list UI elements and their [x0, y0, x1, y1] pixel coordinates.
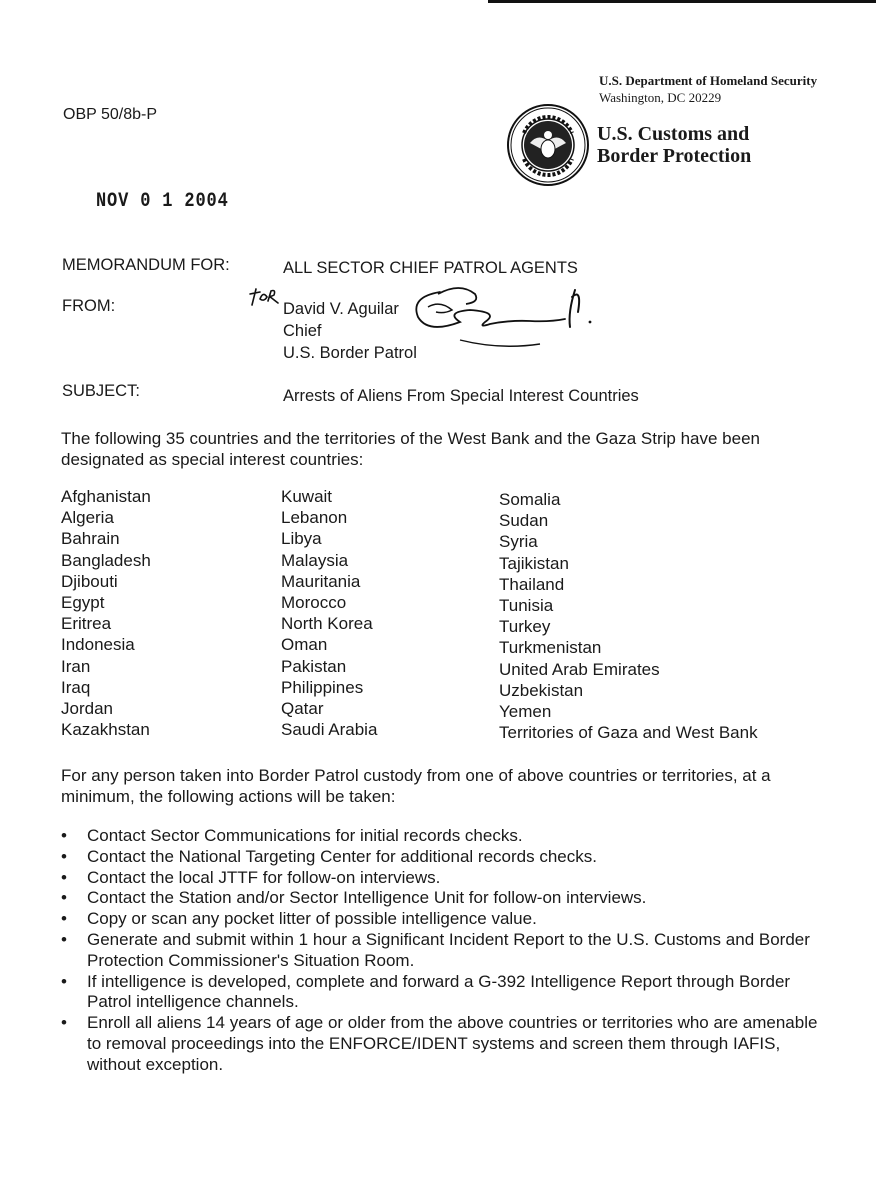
country-item: Uzbekistan: [499, 680, 584, 700]
intro-paragraph: The following 35 countries and the territories of the West Bank and the Gaza Strip have been designated as special interest countries:: [61, 429, 760, 469]
country-item: Yemen: [499, 702, 552, 722]
department-name: U.S. Department of Homeland Security: [599, 73, 818, 88]
country-item: Thailand: [499, 574, 565, 594]
agency-name-line2: Border Protection: [597, 145, 752, 167]
country-item: Qatar: [281, 699, 324, 719]
country-item: Lebanon: [281, 508, 348, 528]
country-item: Bahrain: [61, 529, 120, 549]
action-item: • If intelligence is developed, complete and forward a G-392 Intelligence Report through Border Patrol intelligence channels.: [61, 972, 821, 1014]
department-address: Washington, DC 20229: [599, 90, 722, 105]
subject-value: Arrests of Aliens From Special Interest Countries: [283, 387, 639, 405]
from-organization: U.S. Border Patrol: [283, 344, 417, 362]
country-item: Jordan: [61, 699, 113, 719]
country-item: Eritrea: [61, 614, 112, 634]
date-stamp: NOV 0 1 2004: [96, 190, 229, 213]
country-item: Algeria: [61, 508, 114, 528]
memorandum-for-value: ALL SECTOR CHIEF PATROL AGENTS: [283, 259, 578, 277]
country-item: North Korea: [281, 614, 373, 634]
country-column-2: [281, 486, 377, 740]
for-mark: [246, 285, 282, 311]
actions-intro-paragraph: For any person taken into Border Patrol custody from one of above countries or territories, at a minimum, the following actions will be taken:: [61, 766, 771, 806]
country-item: Iran: [61, 656, 91, 676]
dhs-seal-icon: [506, 103, 590, 187]
country-item: Territories of Gaza and West Bank: [499, 723, 758, 743]
country-item: Syria: [499, 532, 538, 552]
country-item: Egypt: [61, 593, 105, 613]
country-item: Pakistan: [281, 656, 347, 676]
country-item: United Arab Emirates: [499, 659, 660, 679]
action-item: • Copy or scan any pocket litter of possible intelligence value.: [61, 909, 821, 930]
country-item: Malaysia: [281, 550, 349, 570]
from-name: David V. Aguilar: [283, 300, 399, 318]
country-item: Turkey: [499, 617, 551, 637]
action-item: • Contact the Station and/or Sector Intelligence Unit for follow-on interviews.: [61, 888, 821, 909]
country-item: Afghanistan: [61, 487, 151, 506]
country-item: Saudi Arabia: [281, 720, 378, 740]
country-column-1: [61, 486, 151, 740]
country-item: Oman: [281, 635, 328, 655]
for-handwritten-icon: [246, 285, 282, 307]
action-item: • Enroll all aliens 14 years of age or older from the above countries or territories who are amenable to removal proceedings into the ENFORCE/IDENT systems and screen them through IAFIS, without exception.: [61, 1013, 821, 1075]
country-item: Indonesia: [61, 635, 135, 655]
country-item: Iraq: [61, 677, 91, 697]
country-item: Turkmenistan: [499, 638, 602, 658]
from-block: [283, 298, 417, 364]
country-item: Sudan: [499, 511, 549, 531]
agency-name: [597, 123, 751, 167]
country-item: Somalia: [499, 490, 561, 509]
country-item: Libya: [281, 529, 322, 549]
country-item: Tajikistan: [499, 553, 569, 573]
country-item: Morocco: [281, 593, 347, 613]
from-label: FROM:: [62, 297, 116, 315]
action-item: • Contact the National Targeting Center for additional records checks.: [61, 847, 821, 868]
memorandum-for-label: MEMORANDUM FOR:: [62, 256, 230, 274]
from-title: Chief: [283, 322, 322, 340]
country-item: Mauritania: [281, 571, 361, 591]
action-item: • Generate and submit within 1 hour a Significant Incident Report to the U.S. Customs and Border Protection Commissioner's Situation Room.: [61, 930, 821, 972]
country-item: Tunisia: [499, 596, 554, 616]
subject-label: SUBJECT:: [62, 382, 140, 400]
action-item: • Contact the local JTTF for follow-on interviews.: [61, 868, 821, 889]
actions-list: [61, 826, 821, 1076]
top-edge-line: [488, 0, 876, 3]
country-item: Djibouti: [61, 571, 118, 591]
reference-number: OBP 50/8b-P: [63, 106, 157, 123]
country-item: Kuwait: [281, 487, 333, 506]
country-item: Bangladesh: [61, 550, 151, 570]
handwritten-signature-icon: [400, 272, 610, 362]
action-item: • Contact Sector Communications for initial records checks.: [61, 826, 821, 847]
country-item: Philippines: [281, 677, 364, 697]
country-item: Kazakhstan: [61, 720, 150, 740]
country-column-3: [499, 489, 758, 743]
agency-name-line1: U.S. Customs and: [597, 123, 750, 145]
